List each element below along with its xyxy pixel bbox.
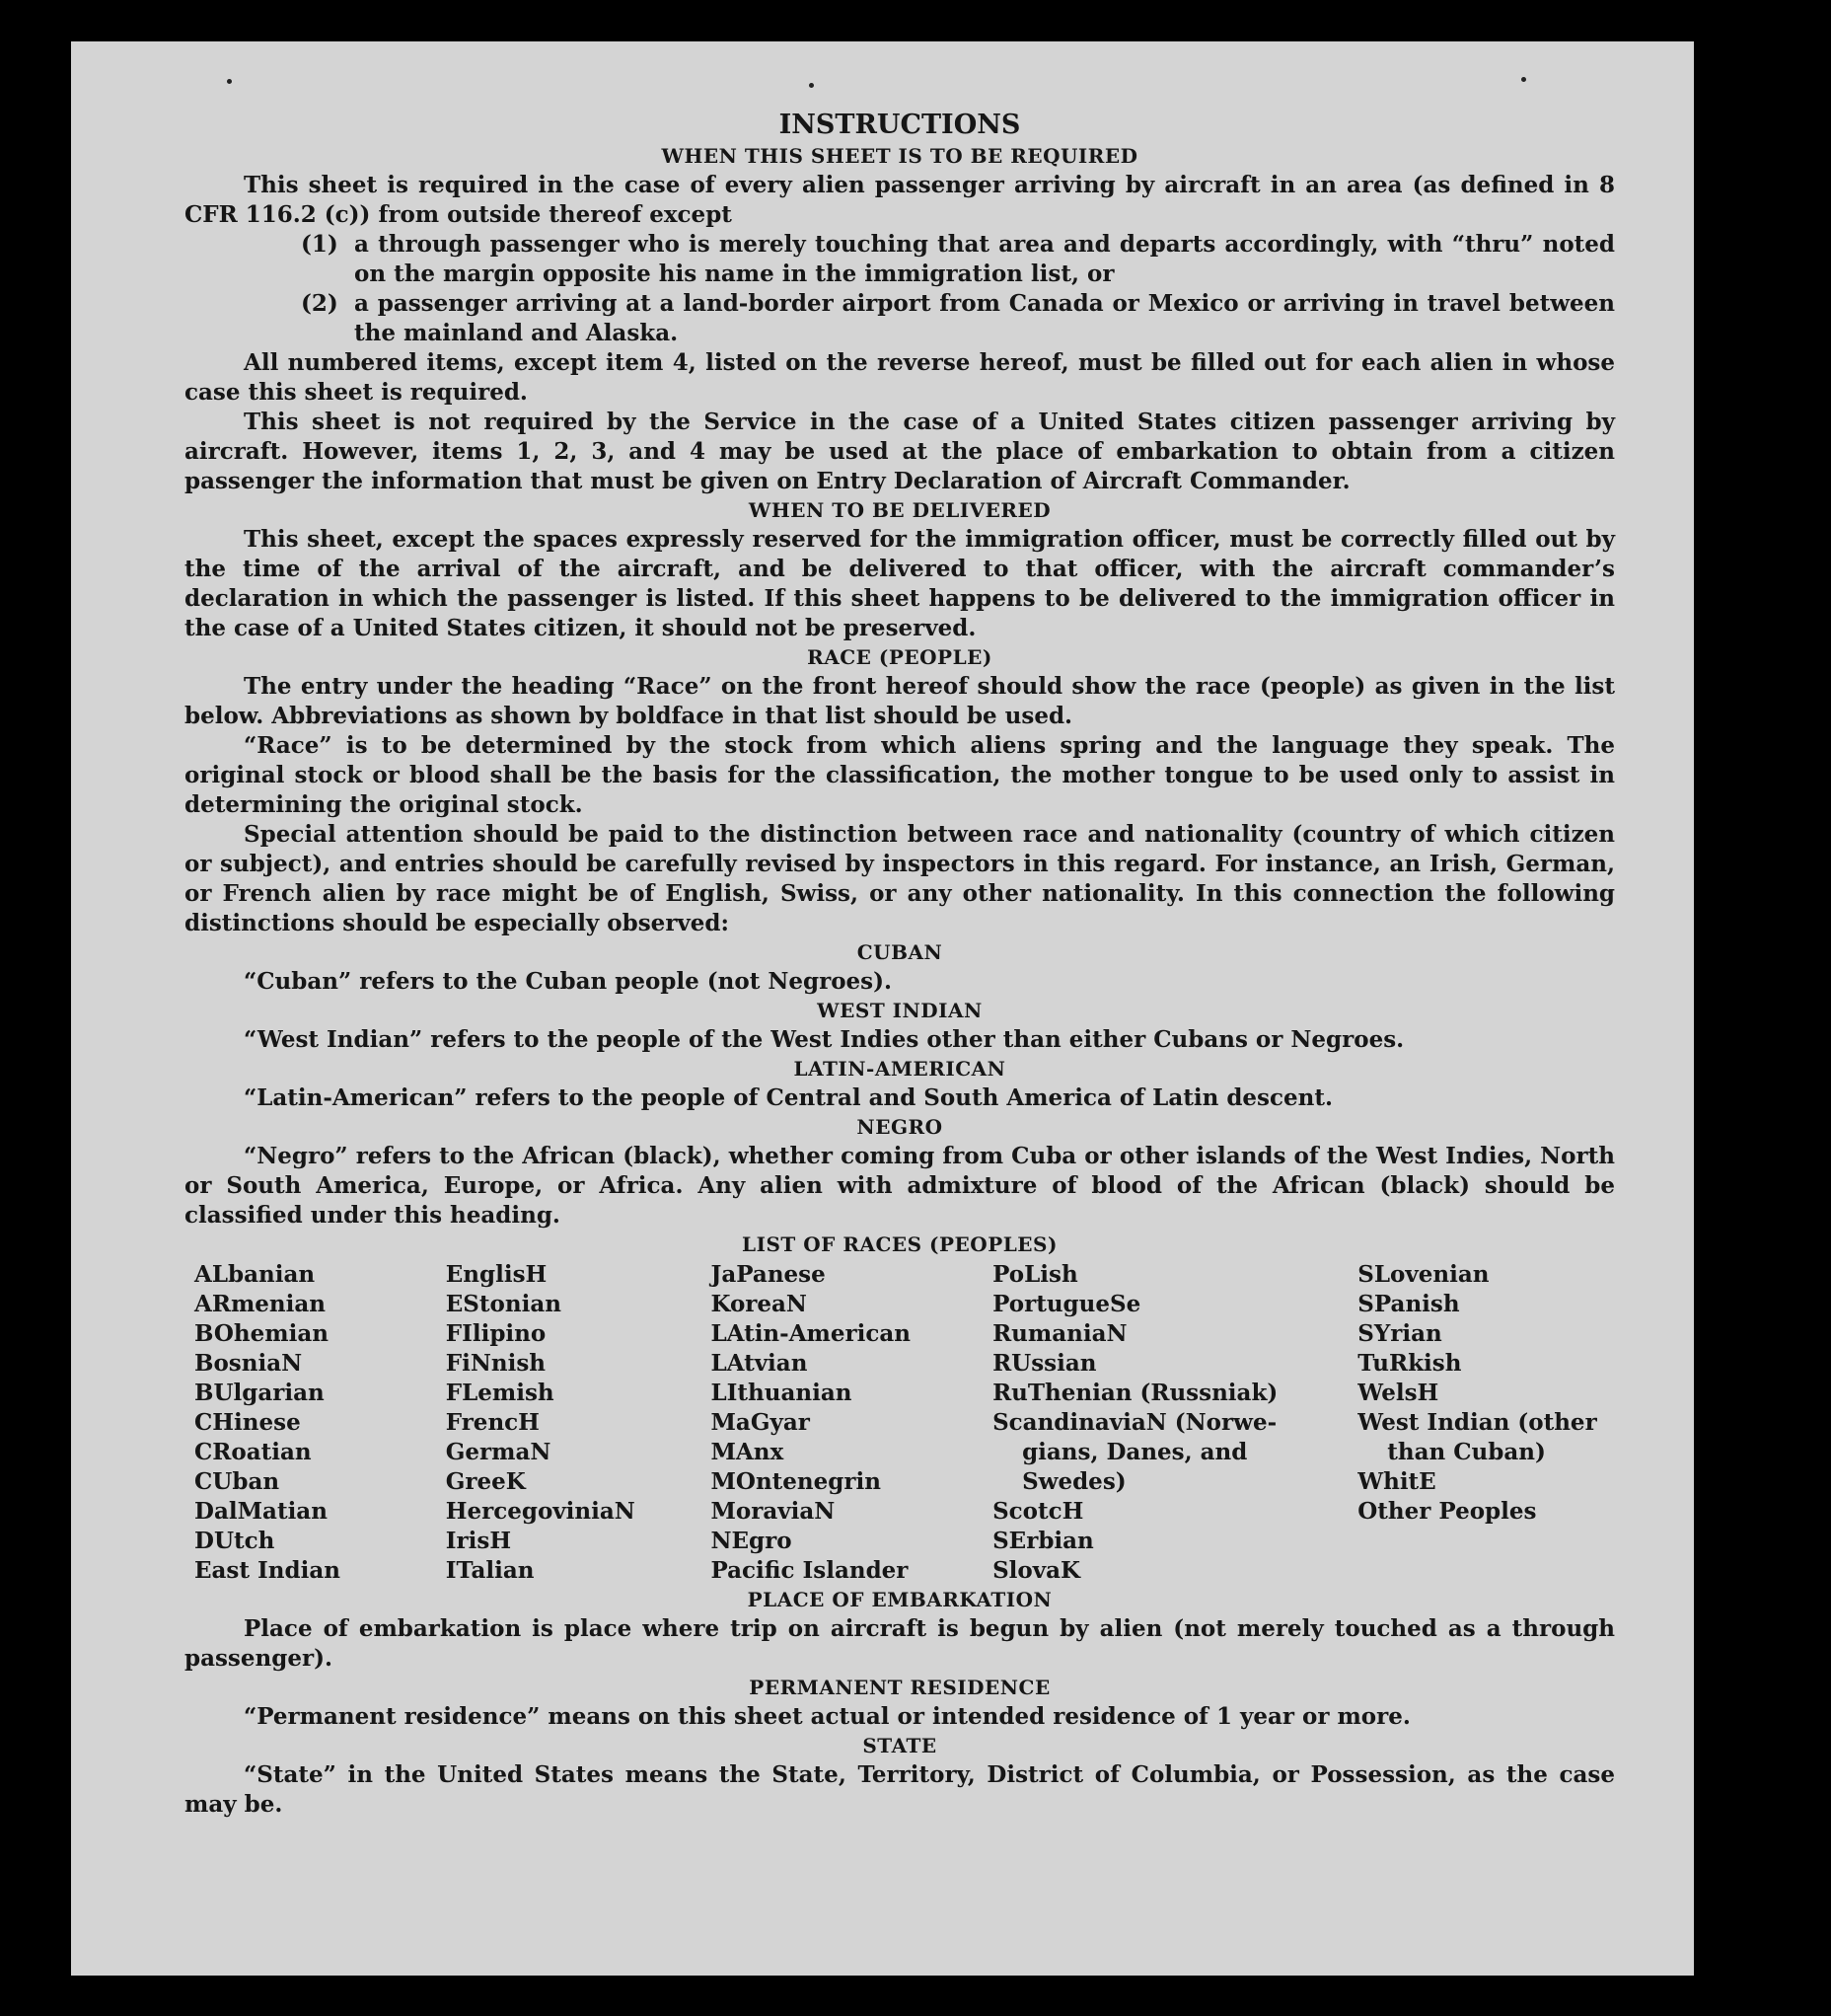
races-column — [1357, 1260, 1615, 1586]
race-entry: ScandinaviaN (Norwe- — [992, 1409, 1278, 1436]
section-heading-embarkation: PLACE OF EMBARKATION — [747, 1588, 1053, 1611]
race-entry: BosniaN — [194, 1350, 303, 1377]
section-heading-latin-american: LATIN-AMERICAN — [793, 1057, 1006, 1081]
race-entry: GermaN — [445, 1439, 551, 1465]
race-entry: DalMatian — [194, 1498, 328, 1525]
delivered-text: This sheet, except the spaces expressly reserved for the immigration officer, must be correctly filled out by the time of the arrival of the aircraft, and be delivered to that officer, with the aircraft commander’s declaration in which the passenger is listed. If this sheet happens to be delivered to the immigration officer in the case of a United States citizen, it should not be preserved. — [184, 526, 1615, 641]
race-paragraph: The entry under the heading “Race” on the front hereof should show the race (people) as given in the list below. Abbreviations as shown by boldface in that list should be used. — [184, 673, 1615, 729]
race-entry: RumaniaN — [992, 1320, 1128, 1347]
race-entry: West Indian (other — [1357, 1409, 1597, 1436]
embarkation-text: Place of embarkation is place where trip on aircraft is begun by alien (not merely touched as a through passenger). — [184, 1615, 1615, 1672]
race-entry: HercegoviniaN — [445, 1498, 635, 1525]
races-column — [710, 1260, 992, 1586]
race-entry: EStonian — [445, 1291, 561, 1317]
race-entry: IrisH — [445, 1528, 512, 1554]
race-entry: WelsH — [1357, 1380, 1439, 1406]
race-entry: LAtvian — [710, 1350, 808, 1377]
required-intro: This sheet is required in the case of every alien passenger arriving by aircraft in an area (as defined in 8 CFR 116.2 (c)) from outside thereof except — [184, 172, 1615, 228]
race-entry: ARmenian — [194, 1291, 327, 1317]
race-entry: FIlipino — [445, 1320, 547, 1347]
race-entry: ALbanian — [194, 1261, 316, 1288]
race-entry: MoraviaN — [710, 1498, 836, 1525]
race-entry: SPanish — [1357, 1291, 1460, 1317]
section-heading-required: WHEN THIS SHEET IS TO BE REQUIRED — [661, 144, 1138, 168]
negro-text: “Negro” refers to the African (black), whether coming from Cuba or other islands of the West Indies, North or South America, Europe, or Africa. Any alien with admixture of blood of the African (black) should be classified under this heading. — [184, 1143, 1615, 1229]
race-entry: gians, Danes, and — [1022, 1439, 1248, 1465]
section-heading-list: LIST OF RACES (PEOPLES) — [742, 1232, 1058, 1256]
punch-mark — [227, 79, 232, 84]
race-entry: NEgro — [710, 1528, 792, 1554]
race-entry: LIthuanian — [710, 1380, 852, 1406]
section-heading-residence: PERMANENT RESIDENCE — [749, 1676, 1051, 1699]
race-entry: MaGyar — [710, 1409, 810, 1436]
race-entry: FLemish — [445, 1380, 554, 1406]
required-paragraph: This sheet is not required by the Service in the case of a United States citizen passenger arriving by aircraft. However, items 1, 2, 3, and 4 may be used at the place of embarkation to obtain from a citizen passenger the information that must be given on Entry Declaration of Aircraft Commander. — [184, 409, 1615, 494]
punch-mark — [809, 83, 814, 88]
race-paragraph: Special attention should be paid to the distinction between race and nationality (country of which citizen or subject), and entries should be carefully revised by inspectors in this regard. For instance, an Irish, German, or French alien by race might be of English, Swiss, or any other nationality. In this connection the following distinctions should be especially observed: — [184, 821, 1615, 936]
race-entry: PortugueSe — [992, 1291, 1141, 1317]
race-entry: ScotcH — [992, 1498, 1084, 1525]
race-entry: CUban — [194, 1468, 280, 1495]
race-entry: Other Peoples — [1357, 1498, 1537, 1525]
race-entry: SLovenian — [1357, 1261, 1490, 1288]
instructions-body — [184, 109, 1615, 1820]
section-heading-west-indian: WEST INDIAN — [817, 999, 983, 1022]
section-heading-state: STATE — [862, 1734, 937, 1757]
race-entry: PoLish — [992, 1261, 1078, 1288]
item-text: a through passenger who is merely touching that area and departs accordingly, with “thru” noted on the margin opposite his name in the immigration list, or — [354, 231, 1615, 287]
race-entry: FrencH — [445, 1409, 540, 1436]
section-heading-delivered: WHEN TO BE DELIVERED — [748, 498, 1052, 522]
races-column — [992, 1260, 1357, 1586]
exception-item — [184, 289, 1615, 348]
item-number: (1) — [301, 231, 338, 258]
race-entry: East Indian — [194, 1557, 340, 1584]
residence-text: “Permanent residence” means on this sheet actual or intended residence of 1 year or more. — [244, 1703, 1411, 1730]
race-entry: JaPanese — [710, 1261, 826, 1288]
required-paragraph: All numbered items, except item 4, listed on the reverse hereof, must be filled out for each alien in whose case this sheet is required. — [184, 349, 1615, 406]
exception-item — [184, 230, 1615, 289]
item-number: (2) — [301, 290, 338, 317]
section-heading-negro: NEGRO — [856, 1115, 943, 1139]
punch-mark — [1521, 77, 1526, 82]
race-entry: CRoatian — [194, 1439, 312, 1465]
races-list — [184, 1260, 1615, 1586]
race-entry: RuThenian (Russniak) — [992, 1380, 1279, 1406]
race-entry: than Cuban) — [1387, 1439, 1546, 1465]
document-page — [71, 41, 1694, 1976]
race-entry: SErbian — [992, 1528, 1094, 1554]
latin-american-text: “Latin-American” refers to the people of Central and South America of Latin descent. — [244, 1084, 1333, 1111]
race-entry: BUlgarian — [194, 1380, 325, 1406]
race-entry: EnglisH — [445, 1261, 548, 1288]
cuban-text: “Cuban” refers to the Cuban people (not Negroes). — [244, 968, 893, 995]
races-column — [194, 1260, 446, 1586]
race-entry: DUtch — [194, 1528, 275, 1554]
race-entry: Swedes) — [1022, 1468, 1127, 1495]
race-entry: WhitE — [1357, 1468, 1436, 1495]
race-entry: TuRkish — [1357, 1350, 1462, 1377]
section-heading-cuban: CUBAN — [856, 940, 943, 964]
race-paragraph: “Race” is to be determined by the stock from which aliens spring and the language they speak. The original stock or blood shall be the basis for the classification, the mother tongue to be used only to assist in determining the original stock. — [184, 732, 1615, 818]
race-entry: MOntenegrin — [710, 1468, 881, 1495]
race-entry: CHinese — [194, 1409, 301, 1436]
west-indian-text: “West Indian” refers to the people of the West Indies other than either Cubans or Negroes. — [244, 1026, 1405, 1053]
race-entry: BOhemian — [194, 1320, 329, 1347]
race-entry: RUssian — [992, 1350, 1097, 1377]
race-entry: GreeK — [445, 1468, 526, 1495]
race-entry: FiNnish — [445, 1350, 546, 1377]
section-heading-race: RACE (PEOPLE) — [807, 645, 992, 669]
state-text: “State” in the United States means the State, Territory, District of Columbia, or Possession, as the case may be. — [184, 1761, 1615, 1818]
race-entry: ITalian — [445, 1557, 535, 1584]
race-entry: Pacific Islander — [710, 1557, 909, 1584]
race-entry: MAnx — [710, 1439, 784, 1465]
page-title: INSTRUCTIONS — [778, 110, 1021, 140]
race-entry: LAtin-American — [710, 1320, 911, 1347]
races-column — [446, 1260, 711, 1586]
race-entry: SlovaK — [992, 1557, 1081, 1584]
item-text: a passenger arriving at a land-border airport from Canada or Mexico or arriving in travel between the mainland and Alaska. — [354, 290, 1615, 346]
race-entry: KoreaN — [710, 1291, 807, 1317]
race-entry: SYrian — [1357, 1320, 1442, 1347]
